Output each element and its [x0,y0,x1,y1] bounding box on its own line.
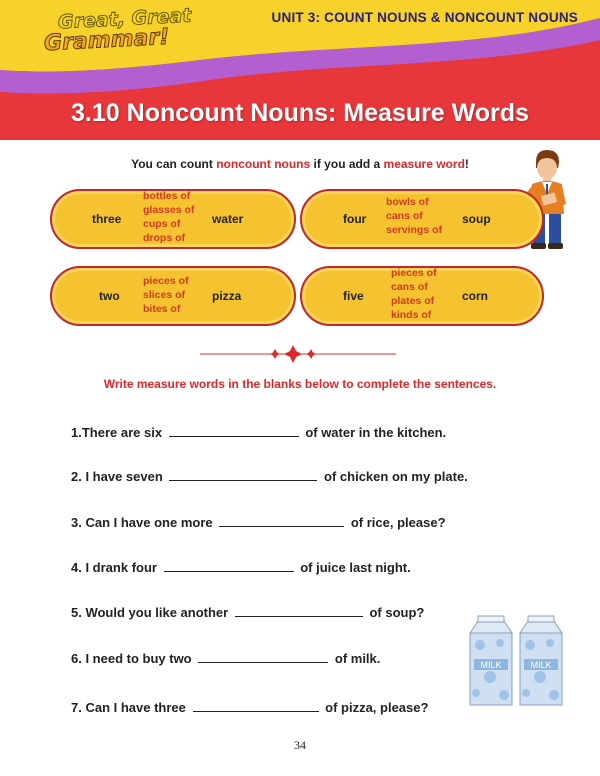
example-noun: water [212,212,244,226]
measure-word: pieces of [143,275,189,287]
example-number: five [343,289,364,303]
answer-blank[interactable] [169,468,317,481]
example-noun: pizza [212,289,242,303]
example-pill-water [50,189,296,249]
instruction-text: Write measure words in the blanks below to complete the sentences. [103,377,497,391]
sentence-after: of pizza, please? [325,700,429,715]
example-measure-words [386,195,442,237]
measure-word: plates of [391,295,435,307]
answer-blank[interactable] [164,559,294,572]
measure-word: bites of [143,303,181,315]
intro-highlight-noncount: noncount nouns [216,157,311,171]
sentence-4 [71,559,411,575]
measure-word: servings of [386,224,443,236]
sentence-after: of water in the kitchen. [305,425,447,440]
logo [43,4,204,58]
page-number: 34 [294,738,306,752]
measure-word: slices of [143,289,186,301]
header-banner [0,0,600,140]
sentence-after: of rice, please? [350,515,446,530]
intro-part3: ! [464,157,469,171]
sentence-before: 5. Would you like another [71,605,229,620]
milk-cartons-illustration [466,615,566,707]
intro-part2: if you add a [310,157,384,171]
sentence-5 [71,604,424,620]
example-measure-words [143,189,194,245]
example-number: two [99,289,120,303]
sparkle-divider [198,344,398,364]
answer-blank[interactable] [169,424,299,437]
measure-word: cans of [391,281,428,293]
page-title: 3.10 Noncount Nouns: Measure Words [71,99,529,127]
sentence-after: of chicken on my plate. [324,469,468,484]
logo-line1: Great, Great [57,4,192,34]
unit-title: UNIT 3: COUNT NOUNS & NONCOUNT NOUNS [271,10,578,25]
answer-blank[interactable] [193,699,319,712]
example-measure-words [391,266,437,322]
sentence-before: 3. Can I have one more [71,515,213,530]
answer-blank[interactable] [235,604,363,617]
answer-blank[interactable] [198,650,328,663]
sentence-3 [71,514,446,530]
intro-part1: You can count [131,157,217,171]
example-number: four [343,212,367,226]
measure-word: drops of [143,232,185,244]
example-pill-soup [300,189,544,249]
sentence-before: 4. I drank four [71,560,157,575]
answer-blank[interactable] [219,514,344,527]
measure-word: bottles of [143,190,191,202]
intro-text [0,157,600,171]
sentence-6 [71,650,380,666]
milk-label: MILK [530,660,552,670]
example-number: three [92,212,122,226]
intro-highlight-measure: measure word [383,157,465,171]
sentence-7 [71,699,428,715]
example-pill-pizza [50,266,296,326]
sentence-before: 7. Can I have three [71,700,186,715]
sentence-before: 6. I need to buy two [71,651,192,666]
sentence-2 [71,468,468,484]
sentence-after: of juice last night. [300,560,411,575]
measure-word: bowls of [386,196,429,208]
example-noun: soup [462,212,491,226]
sentence-after: of soup? [369,605,425,620]
example-measure-words [143,274,189,316]
sentence-after: of milk. [334,651,381,666]
example-pill-corn [300,266,544,326]
sentence-before: 2. I have seven [71,469,163,484]
milk-carton-right [520,616,562,705]
measure-word: cans of [386,210,423,222]
example-noun: corn [462,289,489,303]
milk-label: MILK [480,660,502,670]
measure-word: cups of [143,218,181,230]
milk-carton-left [470,616,512,705]
measure-word: glasses of [143,204,195,216]
measure-word: kinds of [391,309,432,321]
sentence-before: 1.There are six [71,425,163,440]
measure-word: pieces of [391,267,437,279]
logo-line2: Grammar! [43,24,170,57]
sentence-1 [71,424,446,440]
